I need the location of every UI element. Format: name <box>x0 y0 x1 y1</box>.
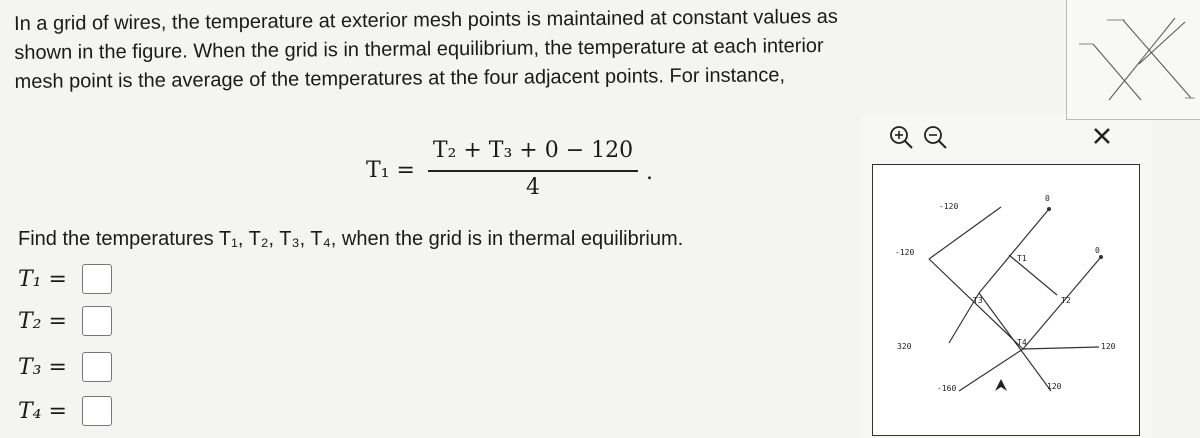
figure-thumbnail[interactable] <box>1066 0 1200 120</box>
label-left-bottom: 320 <box>897 342 912 351</box>
fraction-bar <box>428 170 638 172</box>
answer-label-t2: T₂ = <box>18 308 67 334</box>
answer-label-t3: T₃ = <box>18 354 67 380</box>
wire-g <box>959 349 1023 391</box>
label-t3: T3 <box>973 296 983 305</box>
answer-row-t3 <box>18 350 112 384</box>
label-top-right: 0 <box>1045 194 1050 203</box>
formula-lhs: T₁ = <box>366 158 415 183</box>
formula-denominator: 4 <box>526 174 540 200</box>
wire-a <box>929 207 1001 259</box>
zoom-in-button[interactable] <box>888 124 914 150</box>
answer-input-t3[interactable] <box>82 352 112 382</box>
thumb-wire-b <box>1123 20 1191 98</box>
zoom-out-button[interactable] <box>922 124 948 150</box>
zoom-out-icon <box>922 124 948 150</box>
answer-label-t1: T₁ = <box>18 266 67 292</box>
formula-period: . <box>646 160 653 185</box>
thumb-wire-d <box>1139 22 1185 64</box>
answer-input-t2[interactable] <box>82 306 112 336</box>
problem-intro: In a grid of wires, the temperature at exterior mesh points is maintained at constant values as shown in the figure. When the grid is in thermal equilibrium, the temperature at each interior mesh point is the average of the temperatures at the four adjacent points. For instance, <box>14 5 838 93</box>
answer-row-t4 <box>18 394 112 428</box>
thumb-wire-a <box>1093 44 1141 100</box>
grid-figure <box>872 164 1140 436</box>
label-t4: T4 <box>1017 338 1027 347</box>
answer-label-t4: T₄ = <box>18 398 67 424</box>
answer-input-t4[interactable] <box>82 396 112 426</box>
node-top-right <box>1047 207 1051 211</box>
image-viewer <box>862 114 1152 438</box>
wire-grid-diagram <box>873 165 1141 437</box>
wire-h <box>1023 347 1099 349</box>
label-right-bottom: 120 <box>1101 342 1116 351</box>
question-prompt: Find the temperatures T₁, T₂, T₃, T₄, when the grid is in thermal equilibrium. <box>18 228 684 250</box>
label-bottom-right: 120 <box>1047 382 1062 391</box>
label-right-top: 0 <box>1095 246 1100 255</box>
label-top-left: -120 <box>939 202 959 211</box>
cursor-arrow-icon <box>995 379 1007 391</box>
wire-c <box>979 209 1049 293</box>
zoom-in-icon <box>888 124 914 150</box>
formula-numerator: T₂ + T₃ + 0 − 120 <box>432 138 634 163</box>
node-right-top <box>1099 255 1103 259</box>
label-t2: T2 <box>1061 296 1071 305</box>
label-left-top: -120 <box>895 248 915 257</box>
close-button[interactable] <box>1090 124 1114 148</box>
wire-d <box>979 293 1051 391</box>
label-t1: T1 <box>1017 254 1027 263</box>
answer-input-t1[interactable] <box>82 264 112 294</box>
thumb-wire-c <box>1109 18 1175 100</box>
label-bottom-left: -160 <box>937 384 957 393</box>
formula-fraction <box>428 138 638 203</box>
answer-row-t2 <box>18 304 112 338</box>
answer-row-t1 <box>18 262 112 296</box>
close-icon <box>1090 124 1114 148</box>
thumbnail-diagram <box>1067 0 1200 120</box>
problem-text <box>14 5 874 97</box>
